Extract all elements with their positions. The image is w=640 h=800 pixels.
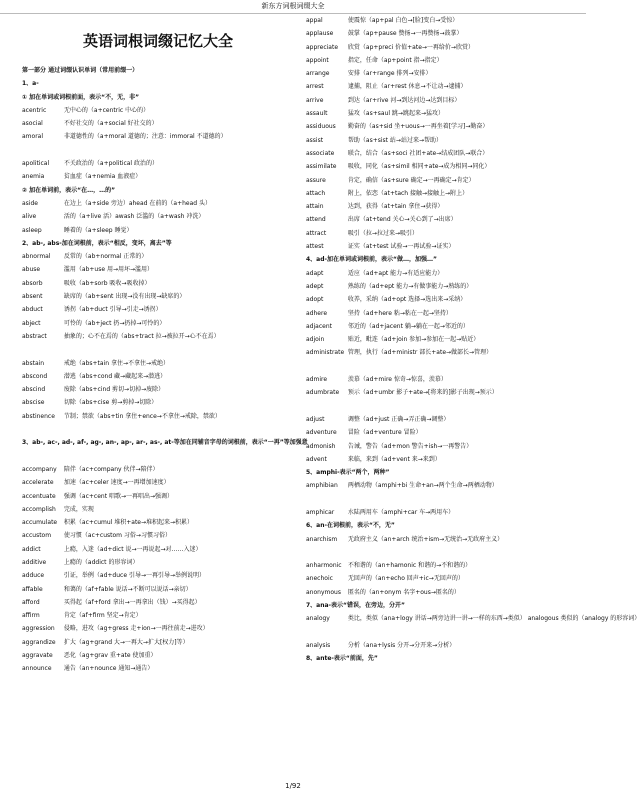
word-entry <box>306 67 572 80</box>
word-entry <box>306 200 572 213</box>
entry-word: abstract <box>22 332 47 340</box>
entry-word: adept <box>306 282 324 290</box>
section-heading: 3、ab-, ac-, ad-, af-, ag-, an-, ap-, ar-, as-, at-等加在同辅音字母的词根前，表示“一再”等加强意 <box>22 439 308 447</box>
entry-definition: 陪伴（ac+company 伙伴→陪伴） <box>63 465 159 473</box>
entry-definition: 在边上（a+side 旁边）ahead 在前的（a+head 头） <box>63 199 211 207</box>
entry-word: abject <box>22 319 41 327</box>
entry-word: afford <box>22 598 40 606</box>
word-entry <box>306 559 572 572</box>
word-entry <box>22 662 294 675</box>
entry-word: accompany <box>22 465 57 473</box>
entry-word: appal <box>306 17 323 24</box>
entry-definition: 切除（abs+cise 剪→剪掉→切除） <box>63 399 158 407</box>
entry-definition: 侵略，进攻（ag+gress 走+ion→一再往前走→进攻） <box>63 625 209 633</box>
entry-definition: 邻近的（ad+jacent 躺→躺在一起→邻近的） <box>347 322 469 330</box>
entry-word: amoral <box>22 133 44 141</box>
entry-word: attract <box>306 229 327 237</box>
entry-definition: 帮助（as+sist 站→站过来→帮助） <box>347 136 442 144</box>
entry-word: announce <box>22 665 52 673</box>
word-entry <box>306 94 572 107</box>
entry-word: aggression <box>22 625 55 633</box>
entry-word: assist <box>306 136 324 144</box>
entry-word: arrest <box>306 83 324 91</box>
entry-word: adhere <box>306 309 328 317</box>
word-entry <box>22 556 294 569</box>
entry-word: anharmonic <box>306 562 342 570</box>
entry-word: arrange <box>306 70 330 78</box>
word-entry <box>306 134 572 147</box>
entry-definition: 调整（ad+just 正确→弄正确→调整） <box>347 415 450 423</box>
word-entry <box>22 543 294 556</box>
word-entry <box>306 333 572 346</box>
entry-definition: 扩大（ag+grand 大→一再大→扩大[权力]等） <box>63 638 189 646</box>
entry-definition: 无政府主义（an+arch 统治+ism→无统治→无政府主义） <box>347 535 504 543</box>
word-entry <box>306 506 572 519</box>
entry-definition: 无中心的（a+centric 中心的） <box>63 106 150 114</box>
entry-word: admire <box>306 376 328 384</box>
entry-word: appreciate <box>306 43 339 51</box>
left-entry-list <box>22 64 308 676</box>
word-entry <box>22 383 294 396</box>
entry-definition: 出席（at+tend 关心→关心到了→出席） <box>347 216 457 224</box>
word-entry <box>306 267 572 280</box>
entry-definition: 到达（ar+rive 河→到达河边→达到目标） <box>347 96 461 104</box>
entry-definition: 缺席的（ab+sent 出现→没有出现→缺席的） <box>63 293 186 301</box>
entry-word: abnormal <box>22 253 51 261</box>
word-entry <box>22 476 294 489</box>
entry-word: attach <box>306 189 326 197</box>
entry-word: adapt <box>306 269 324 277</box>
word-entry <box>22 649 294 662</box>
entry-word: anonymous <box>306 588 341 596</box>
word-entry <box>22 277 294 290</box>
entry-word: adjust <box>306 415 325 423</box>
section-heading: 1、a- <box>22 80 39 88</box>
word-entry <box>306 147 572 160</box>
entry-word: analysis <box>306 641 331 649</box>
word-entry <box>22 516 294 529</box>
entry-definition: 反常的（ab+normal 正常的） <box>63 253 148 261</box>
word-entry <box>22 263 294 276</box>
word-entry <box>22 104 294 117</box>
word-entry <box>306 174 572 187</box>
word-entry <box>306 386 572 413</box>
word-entry <box>22 370 294 383</box>
entry-definition: 联合，结合（as+soci 社团+ate→结成团队→联合） <box>347 149 489 157</box>
word-entry <box>22 317 294 330</box>
entry-definition: 勤奋的（as+sid 坐+uous→一再坐着[学习]→勤奋） <box>347 123 489 131</box>
entry-definition: 逮捕，阻止（ar+rest 休息→不让动→逮捕） <box>347 83 467 91</box>
entry-word: arrive <box>306 96 324 104</box>
entry-word: assault <box>306 110 328 118</box>
word-entry <box>306 54 572 67</box>
entry-definition: 买得起（af+ford 拿出→一再拿出（钱）→买得起） <box>63 598 201 606</box>
right-column <box>306 14 640 780</box>
entry-word: accelerate <box>22 479 54 487</box>
section-heading: 7、ana-表示“错误，在旁边，分开” <box>306 602 405 610</box>
entry-definition: 通告（an+nounce 通知→通告） <box>63 665 154 673</box>
entry-definition: 上瘾，入迷（ad+dict 说→一再说起→对……入迷） <box>63 545 202 553</box>
word-entry <box>22 596 294 609</box>
word-entry <box>306 440 572 453</box>
entry-word: anemia <box>22 173 45 181</box>
word-entry <box>306 80 572 93</box>
entry-definition: 非道德性的（a+moral 道德的；注意：immoral 不道德的） <box>63 133 227 141</box>
right-entry-list <box>306 14 640 666</box>
word-entry <box>22 224 294 237</box>
entry-definition: 水陆两用车（amphi+car 车→两用车） <box>347 508 455 516</box>
entry-definition: 不好社交的（a+social 好社交的） <box>63 120 158 128</box>
word-entry <box>22 490 294 503</box>
entry-word: affable <box>22 585 43 593</box>
entry-definition: 活的（a+live 活）awash 泛滥的（a+wash 冲洗） <box>63 213 205 221</box>
word-entry <box>306 14 572 27</box>
word-entry <box>306 612 640 639</box>
word-entry <box>22 157 294 170</box>
entry-word: affirm <box>22 612 40 620</box>
entry-word: addict <box>22 545 41 553</box>
entry-definition: 完成，实现 <box>63 505 94 513</box>
word-entry <box>306 346 572 373</box>
entry-definition: 两栖动物（amphi+bi 生命+an→两个生命→两栖动物） <box>347 482 498 490</box>
entry-definition: 恶化（ag+grav 重+ate 使加重） <box>63 652 157 660</box>
entry-word: adopt <box>306 296 324 304</box>
word-entry <box>306 41 572 54</box>
entry-definition: 猛攻（as+saul 跳→跳起来→猛攻） <box>347 110 444 118</box>
entry-definition: 使震惊（ap+pal 白色→[脸]变白→受惊） <box>347 17 459 24</box>
word-entry <box>306 227 572 240</box>
entry-word: abscind <box>22 386 46 394</box>
word-entry <box>22 609 294 622</box>
word-entry <box>306 187 572 200</box>
section-heading: 8、ante-表示“前面，先” <box>306 655 378 663</box>
word-entry <box>22 396 294 409</box>
word-entry <box>22 330 294 357</box>
section-heading: 5、amphi-表示“两个，两种” <box>306 469 390 477</box>
word-entry <box>22 636 294 649</box>
entry-definition: 吸收，同化（as+simil 相同+ate→成为相同→同化） <box>347 163 491 171</box>
entry-definition: 抽象的；心不在焉的（abs+tract 拉→被拉开→心不在焉） <box>63 332 220 340</box>
entry-word: adjacent <box>306 322 332 330</box>
document-title: 英语词根词缀记忆大全 <box>82 32 233 50</box>
entry-word: amphibian <box>306 482 338 490</box>
word-entry <box>306 320 572 333</box>
word-entry <box>306 107 572 120</box>
entry-definition: 贴近，毗连（ad+join 参加→参加在一起→贴近） <box>347 336 480 344</box>
word-entry <box>22 290 294 303</box>
word-entry <box>306 160 572 173</box>
entry-definition: 来临，来到（ad+vent 来→来到） <box>347 455 441 463</box>
entry-word: advent <box>306 455 327 463</box>
entry-definition: 上瘾的（addict 的形容词） <box>63 558 139 566</box>
entry-word: analogy <box>306 615 330 623</box>
entry-definition: 坚持（ad+here 粘→粘在一起→坚持） <box>347 309 452 317</box>
entry-definition: 滥用（ab+use 用→用坏→滥用） <box>63 266 154 274</box>
entry-definition: 熟练的（ad+ept 能力→有做事能力→熟练的） <box>347 282 473 290</box>
entry-word: additive <box>22 558 47 566</box>
word-entry <box>22 503 294 516</box>
entry-word: acentric <box>22 106 47 114</box>
word-entry <box>306 120 572 133</box>
entry-word: abuse <box>22 266 41 274</box>
entry-definition: 吸引（拉→拉过来→吸引） <box>347 229 418 237</box>
entry-word: adventure <box>306 429 337 437</box>
word-entry <box>22 357 294 370</box>
entry-definition: 肯定，确信（as+sure 确定→一再确定→肯定） <box>347 176 475 184</box>
word-entry <box>22 583 294 596</box>
entry-word: admonish <box>306 442 336 450</box>
entry-definition: 戒绝（abs+tain 拿住→不拿住→戒绝） <box>63 359 170 367</box>
entry-word: assimilate <box>306 163 337 171</box>
entry-word: associate <box>306 149 335 157</box>
entry-definition: 鼓掌（ap+pause 赞扬→一再赞扬→鼓掌） <box>347 30 463 38</box>
entry-definition: 分析（ana+lysis 分开→分开来→分析） <box>347 641 456 649</box>
entry-definition: 潜逃（abs+cond 藏→藏起来→潜逃） <box>63 372 167 380</box>
entry-word: adjoin <box>306 336 325 344</box>
word-entry <box>306 307 572 320</box>
word-entry <box>306 426 572 439</box>
entry-word: apolitical <box>22 160 50 168</box>
entry-word: asocial <box>22 120 43 128</box>
entry-definition: 使习惯（ac+custom 习俗→习惯习俗） <box>63 532 171 540</box>
entry-word: appoint <box>306 56 329 64</box>
word-entry <box>22 529 294 542</box>
entry-definition: 肯定（af+firm 坚定→肯定） <box>63 612 142 620</box>
entry-definition: 吸收（ab+sorb 吸收→吸收掉） <box>63 279 151 287</box>
word-entry <box>306 373 572 386</box>
entry-definition: 匿名的（an+onym 名字+ous→匿名的） <box>347 588 460 596</box>
entry-definition: 管理，执行（ad+ministr 部长+ate→做部长→管理） <box>347 349 493 357</box>
entry-word: amphicar <box>306 508 335 516</box>
entry-definition: 不和谐的（an+hamonic 和谐的→不和谐的） <box>347 562 472 570</box>
entry-definition: 不关政治的（a+political 政治的） <box>63 160 159 168</box>
word-entry <box>306 27 572 40</box>
entry-word: abscise <box>22 399 45 407</box>
entry-definition: 无回声的（an+echo 回声+ic→无回声的） <box>347 575 464 583</box>
entry-word: anarchism <box>306 535 338 543</box>
entry-definition: 安排（ar+range 排列→安排） <box>347 70 432 78</box>
entry-word: abstinence <box>22 412 55 420</box>
entry-word: asleep <box>22 226 42 234</box>
word-entry <box>306 293 572 306</box>
entry-word: abstain <box>22 359 45 367</box>
word-entry <box>22 117 294 130</box>
entry-definition: 可怜的（ab+ject 扔→扔掉→可怜的） <box>63 319 166 327</box>
entry-definition: 睡着的（a+sleep 睡觉） <box>63 226 133 234</box>
entry-word: absent <box>22 293 43 301</box>
entry-definition: 加速（ac+celer 速度→一再增加速度） <box>63 479 170 487</box>
entry-word: attest <box>306 243 324 251</box>
entry-definition: 达到，获得（at+tain 拿住→获得） <box>347 203 444 211</box>
entry-word: accustom <box>22 532 52 540</box>
entry-definition: 废除（abs+cind 剪切→切掉→废除） <box>63 386 165 394</box>
entry-definition: 诱拐（ab+duct 引导→引走→诱拐） <box>63 306 162 314</box>
word-entry <box>306 280 572 293</box>
entry-word: aggrandize <box>22 638 56 646</box>
word-entry <box>306 572 572 585</box>
entry-definition: 贫血症（a+nemia 血液症） <box>63 173 142 181</box>
word-entry <box>306 213 572 226</box>
word-entry <box>306 639 572 652</box>
entry-definition: 冒险（ad+venture 冒险） <box>347 429 422 437</box>
word-entry <box>22 410 294 437</box>
entry-word: adumbrate <box>306 389 340 397</box>
entry-word: assure <box>306 176 326 184</box>
entry-definition: 告诫，警告（ad+mon 警告+ish→一再警告） <box>347 442 473 450</box>
section-heading: 第一部分 通过词缀认识单词（常用前缀一） <box>22 67 139 74</box>
word-entry <box>306 533 572 560</box>
entry-word: attend <box>306 216 326 224</box>
page-header: 新东方词根词缀大全 <box>0 0 586 14</box>
word-entry <box>22 250 294 263</box>
entry-word: administrate <box>306 349 345 357</box>
entry-word: alive <box>22 213 37 221</box>
word-entry <box>22 197 294 210</box>
entry-word: accomplish <box>22 505 56 513</box>
page-number: 1/92 <box>285 782 301 790</box>
word-entry <box>306 453 572 466</box>
left-column <box>22 14 308 780</box>
entry-definition: 积累（ac+cumul 堆积+ate→堆积起来→积累） <box>63 519 194 527</box>
entry-word: aggravate <box>22 652 53 660</box>
entry-definition: 预示（ad+umbr 影子+ate→[将来的]影子出现→预示） <box>347 389 498 397</box>
word-entry <box>22 463 294 476</box>
section-heading: ② 加在单词前，表示“在…，…的” <box>22 186 116 194</box>
word-entry <box>22 303 294 316</box>
entry-word: assiduous <box>306 123 336 131</box>
entry-definition: 羡慕（ad+mire 惊奇→惊喜，羡慕） <box>347 376 447 384</box>
entry-definition: 附上，依恋（at+tach 接触→接触上→附上） <box>347 189 469 197</box>
word-entry <box>22 569 294 582</box>
entry-definition: 适应（ad+apt 能力→有适应能力） <box>347 269 444 277</box>
word-entry <box>22 130 294 157</box>
section-heading: 4、ad-加在单词或词根前，表示“做…，加强…” <box>306 256 437 264</box>
entry-word: aside <box>22 199 38 207</box>
word-entry <box>22 622 294 635</box>
word-entry <box>306 479 572 506</box>
word-entry <box>306 413 572 426</box>
entry-word: anechoic <box>306 575 333 583</box>
entry-definition: 指定，任命（ap+point 指→指定） <box>347 56 443 64</box>
entry-definition: 节制；禁欲（abs+tin 拿住+ence→不拿住→戒除，禁欲） <box>63 412 221 420</box>
entry-word: attain <box>306 203 324 211</box>
entry-definition: 类比，类似（ana+logy 讲话→两旁边讲一讲→一样的东西→类似） analogous 类似的（analogy 的形容词） <box>347 615 640 623</box>
entry-definition: 强调（ac+cent 唱歌→一再唱出→强调） <box>63 492 174 500</box>
word-entry <box>22 170 294 183</box>
entry-definition: 收养，采纳（ad+opt 选择→选出来→采纳） <box>347 296 467 304</box>
entry-word: adduce <box>22 572 45 580</box>
word-entry <box>306 586 572 599</box>
entry-word: accumulate <box>22 519 58 527</box>
entry-word: abscond <box>22 372 48 380</box>
section-heading: 6、an-在词根前，表示“不，无” <box>306 522 395 530</box>
entry-word: absorb <box>22 279 43 287</box>
entry-word: abduct <box>22 306 43 314</box>
entry-definition: 证实（at+test 试验→一再试验→证实） <box>347 243 455 251</box>
section-heading: ① 加在单词或词根前面，表示“不，无，非” <box>22 93 140 101</box>
word-entry <box>22 210 294 223</box>
entry-definition: 欣赏（ap+preci 价值+ate→一再给价→欣赏） <box>347 43 474 51</box>
entry-word: accentuate <box>22 492 56 500</box>
word-entry <box>306 240 572 253</box>
entry-definition: 和蔼的（af+fable 说话→不断可以说话→亲切） <box>63 585 192 593</box>
entry-word: applause <box>306 30 334 38</box>
entry-definition: 引证，举例（ad+duce 引导→一再引导→举例说明） <box>63 572 205 580</box>
section-heading: 2、ab-, abs-加在词根前，表示“相反，变坏，离去”等 <box>22 239 172 247</box>
